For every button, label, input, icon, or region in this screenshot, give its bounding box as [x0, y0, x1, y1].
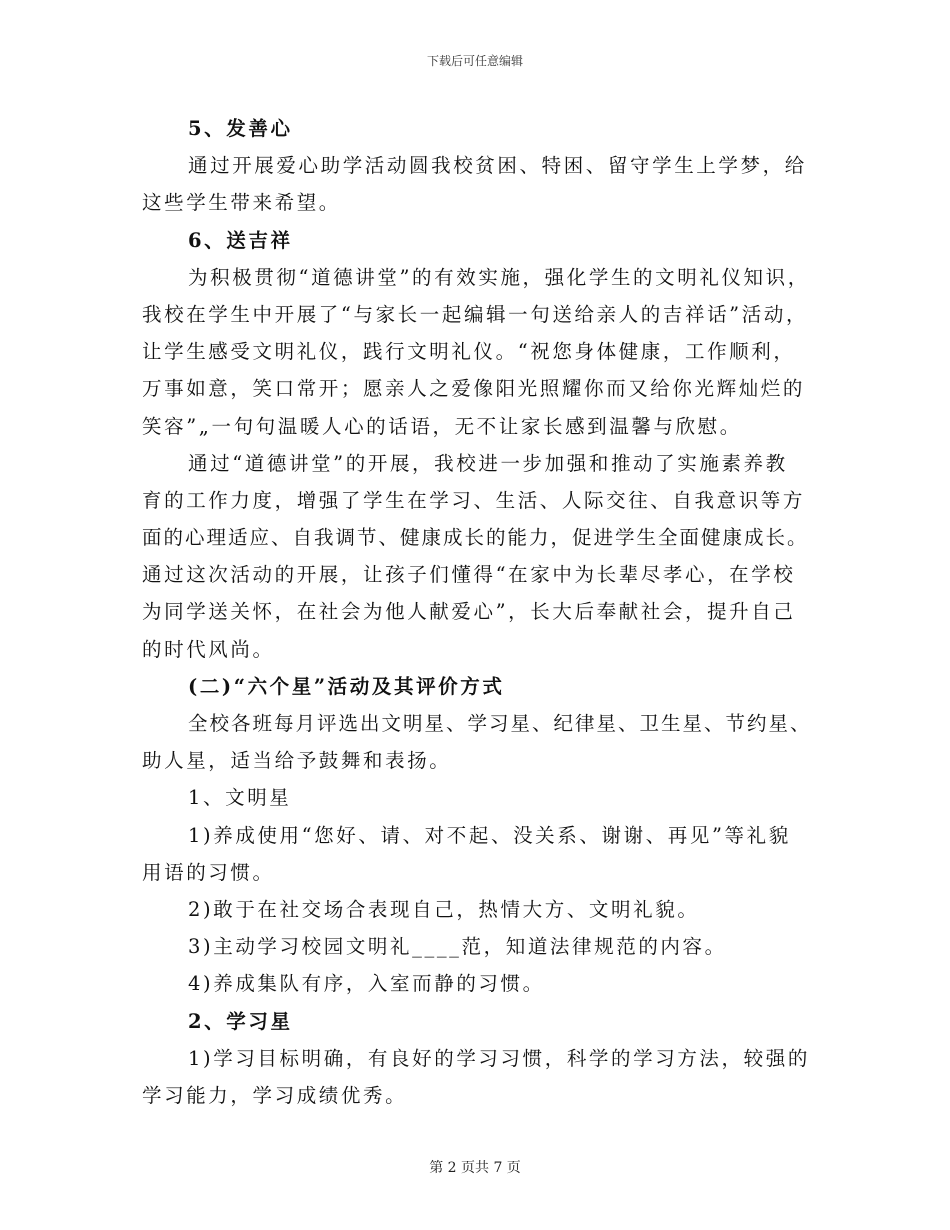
- text-line: 5、发善心: [188, 117, 293, 140]
- text-line: 2、学习星: [188, 1009, 293, 1033]
- text-line: 面的心理适应、自我调节、健康成长的能力，促进学生全面健康成长。: [142, 526, 809, 550]
- text-line: 2)敢于在社交场合表现自己，热情大方、文明礼貌。: [188, 897, 700, 921]
- text-line: 育的工作力度，增强了学生在学习、生活、人际交往、自我意识等方: [142, 488, 806, 512]
- body-text: [142, 110, 812, 1114]
- text-line: 的时代风尚。: [142, 637, 275, 661]
- text-line: 用语的习惯。: [142, 860, 275, 884]
- text-line: 通过这次活动的开展，让孩子们懂得“在家中为长辈尽孝心，在学校: [142, 563, 796, 587]
- text-line: (二)“六个星”活动及其评价方式: [188, 674, 505, 698]
- text-line: 为同学送关怀，在社会为他人献爱心”，长大后奉献社会，提升自己: [142, 600, 796, 624]
- page-footer: 第 2 页共 7 页: [429, 1160, 521, 1176]
- text-line: 1)养成使用“您好、请、对不起、没关系、谢谢、再见”等礼貌: [188, 823, 791, 847]
- text-line: 4)养成集队有序，入室而静的习惯。: [188, 972, 545, 996]
- text-line: 1)学习目标明确，有良好的学习习惯，科学的学习方法，较强的: [188, 1046, 810, 1070]
- text-line: 让学生感受文明礼仪，践行文明礼仪。“祝您身体健康，工作顺利，: [142, 340, 796, 364]
- text-line: 助人星，适当给予鼓舞和表扬。: [142, 749, 452, 773]
- text-line: 通过开展爱心助学活动圆我校贫困、特困、留守学生上学梦，给: [188, 154, 807, 178]
- text-line: 全校各班每月评选出文明星、学习星、纪律星、卫生星、节约星、: [188, 712, 812, 735]
- text-line: 学习能力，学习成绩优秀。: [142, 1083, 408, 1107]
- text-line: 这些学生带来希望。: [142, 191, 341, 215]
- text-line: 6、送吉祥: [188, 228, 293, 252]
- text-line: 3)主动学习校园文明礼____范，知道法律规范的内容。: [188, 935, 727, 959]
- text-line: 万事如意，笑口常开；愿亲人之爱像阳光照耀你而又给你光辉灿烂的: [142, 377, 806, 401]
- text-line: 笑容”„一句句温暖人心的话语，无不让家长感到温馨与欣慰。: [142, 414, 742, 438]
- page-header: 下载后可任意编辑: [426, 54, 523, 68]
- text-line: 我校在学生中开展了“与家长一起编辑一句送给亲人的吉祥话”活动，: [142, 302, 809, 326]
- text-line: 通过“道德讲堂”的开展，我校进一步加强和推动了实施素养教: [188, 451, 788, 475]
- text-line: 1、文明星: [188, 786, 292, 810]
- text-line: 为积极贯彻“道德讲堂”的有效实施，强化学生的文明礼仪知识，: [188, 265, 810, 289]
